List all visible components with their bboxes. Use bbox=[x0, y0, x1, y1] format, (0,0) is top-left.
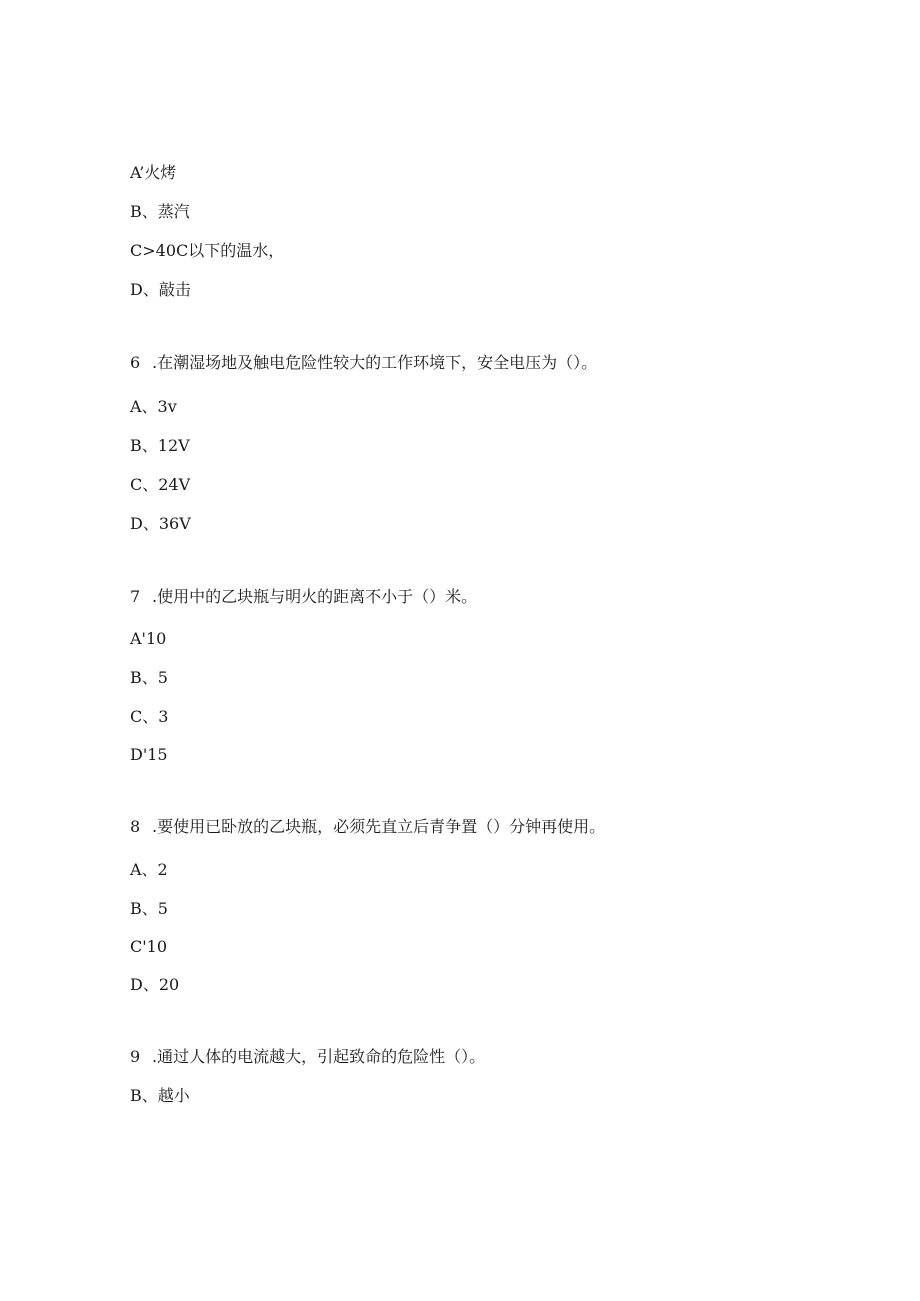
q9-question bbox=[130, 1047, 485, 1067]
q7-question bbox=[130, 587, 477, 607]
q6-text: .在潮湿场地及触电危险性较大的工作环境下，安全电压为（）。 bbox=[152, 353, 598, 372]
q6-option-b: B、12V bbox=[130, 436, 190, 455]
q8-question bbox=[130, 817, 605, 837]
q7-text: .使用中的乙块瓶与明火的距离不小于（）米。 bbox=[152, 587, 478, 606]
q5-option-b: B、蒸汽 bbox=[130, 202, 190, 221]
q5-option-d: D、敲击 bbox=[130, 280, 191, 299]
q8-text: .要使用已卧放的乙块瓶，必须先直立后青争置（）分钟再使用。 bbox=[152, 817, 606, 836]
q9-option-b: B、越小 bbox=[130, 1086, 190, 1105]
q7-option-d: D'15 bbox=[130, 745, 168, 764]
q9-text: .通过人体的电流越大，引起致命的危险性（）。 bbox=[152, 1047, 486, 1066]
q7-option-a: A'10 bbox=[130, 629, 167, 648]
q6-option-c: C、24V bbox=[130, 475, 191, 494]
q8-number: 8 bbox=[130, 817, 141, 836]
q6-option-a: A、3v bbox=[130, 397, 177, 416]
q7-number: 7 bbox=[130, 587, 141, 606]
q8-option-a: A、2 bbox=[130, 860, 168, 879]
q5-option-a: A’火烤 bbox=[130, 163, 177, 182]
q7-option-c: C、3 bbox=[130, 707, 169, 726]
q9-number: 9 bbox=[130, 1047, 141, 1066]
q8-option-c: C'10 bbox=[130, 937, 167, 956]
q7-option-b: B、5 bbox=[130, 668, 168, 687]
q8-option-b: B、5 bbox=[130, 899, 168, 918]
q6-question bbox=[130, 353, 597, 373]
q6-option-d: D、36V bbox=[130, 514, 191, 533]
q8-option-d: D、20 bbox=[130, 975, 180, 994]
q6-number: 6 bbox=[130, 353, 141, 372]
q5-option-c: C>40C以下的温水， bbox=[130, 241, 285, 260]
